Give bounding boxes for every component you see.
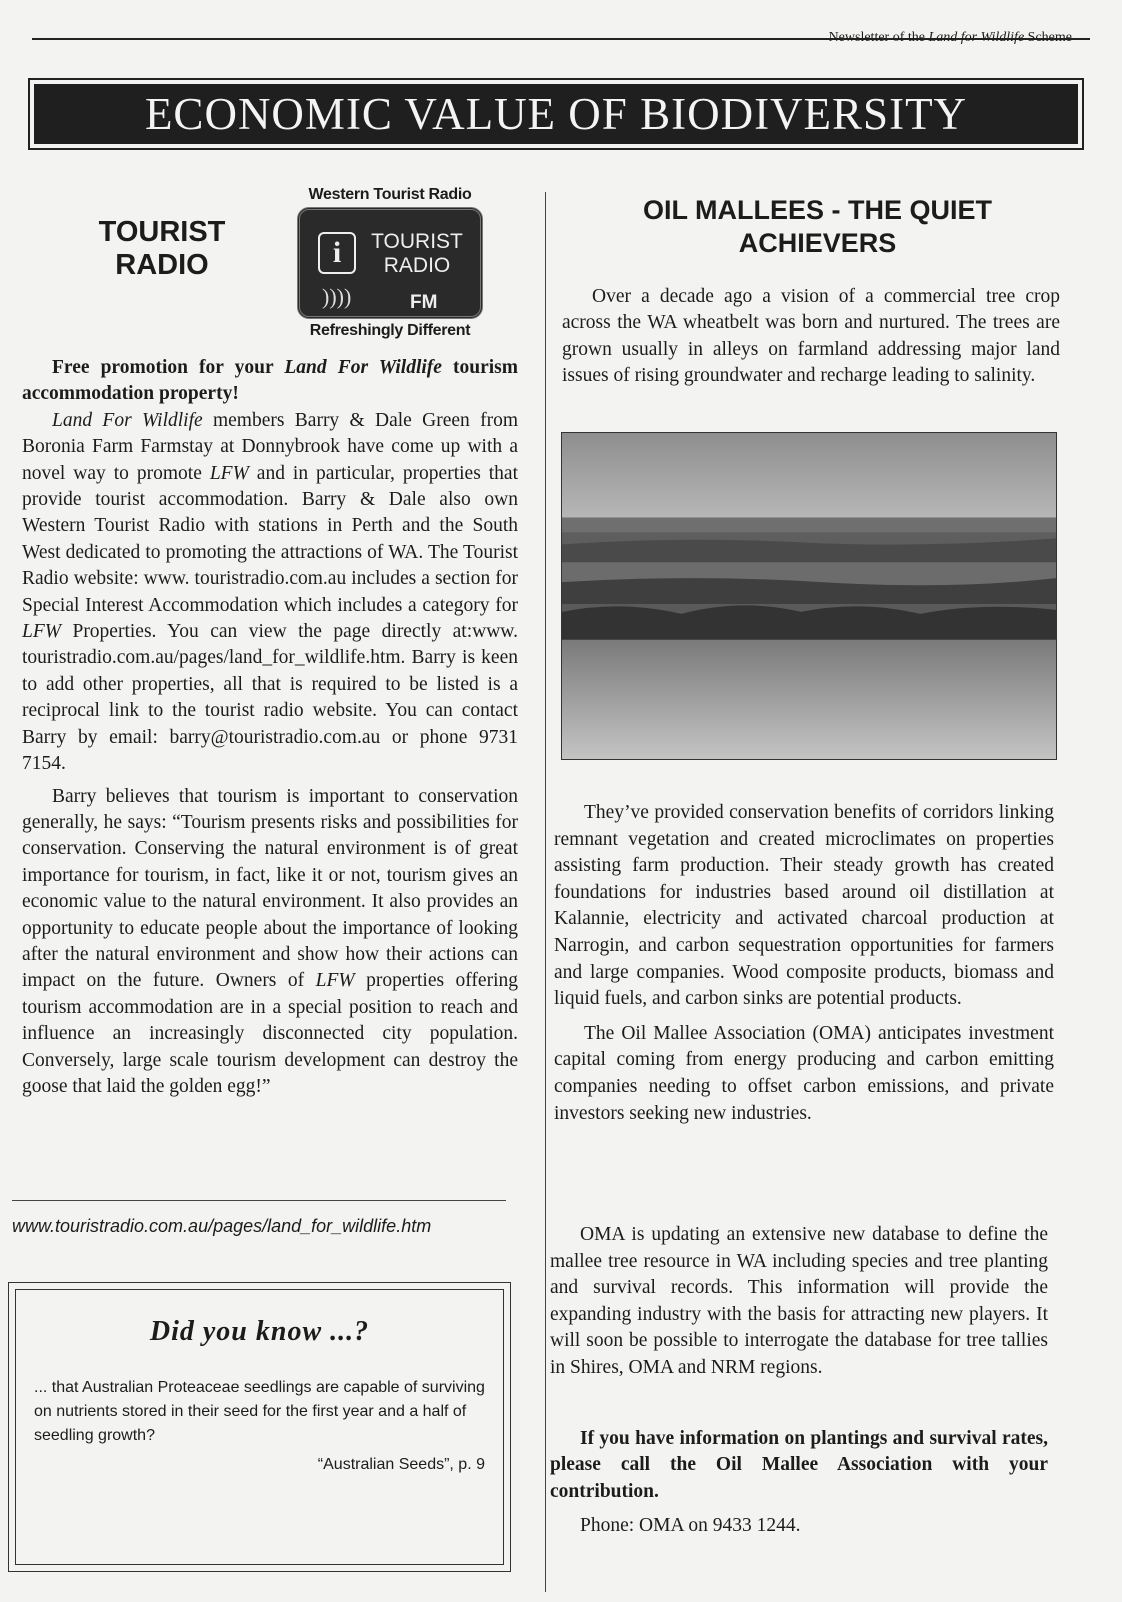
mallee-landscape-photo xyxy=(561,432,1057,760)
tourist-radio-paragraph-1 xyxy=(22,408,518,778)
logo-text xyxy=(362,230,472,278)
logo-text-line2: RADIO xyxy=(383,254,451,277)
tourist-radio-heading xyxy=(92,216,232,282)
oil-mallees-phone: Phone: OMA on 9433 1244. xyxy=(580,1515,801,1537)
newsletter-title: Land for Wildlife xyxy=(928,30,1025,45)
oil-mallees-paragraph-3: The Oil Mallee Association (OMA) anticipates investment capital coming from energy producing and carbon emitting companies needing to offset carbon emissions, and private investors seeking new industries. xyxy=(554,1022,1054,1124)
tourist-radio-article xyxy=(22,355,518,1100)
newsletter-line xyxy=(829,30,1072,46)
lead-part2: tourism accommodation property! xyxy=(22,357,518,405)
lead-part1: Free promotion for your xyxy=(52,357,274,378)
tourist-radio-lead xyxy=(22,355,518,408)
logo-fm: FM xyxy=(410,292,438,313)
oil-mallees-paragraph-4: OMA is updating an extensive new database to define the mallee tree resource in WA including species and tree planting and survival records. This information will provide the expanding industry with the basis for attracting new players. It will soon be possible to interrogate the database for tree tallies in Shires, OMA and NRM regions. xyxy=(550,1224,1048,1378)
tourist-radio-url: www.touristradio.com.au/pages/land_for_wildlife.htm xyxy=(12,1216,432,1236)
p1-lfw1: LFW xyxy=(209,462,249,484)
radio-waves-icon: )))) xyxy=(322,284,352,309)
oil-mallees-heading xyxy=(580,194,1055,260)
logo-badge xyxy=(297,207,483,319)
newsletter-prefix: Newsletter of the xyxy=(828,30,925,45)
mallee-landscape-image xyxy=(562,433,1056,759)
tourist-radio-heading-line1: TOURIST xyxy=(98,216,226,248)
oil-mallees-heading-line2: ACHIEVERS xyxy=(738,228,897,258)
p1-italic: Land For Wildlife xyxy=(52,409,203,431)
p1-text3: Properties. You can view the page directly at:www. touristradio.com.au/pages/land_for_wildlife.htm. Barry is keen to add other properties, all that is required to be listed is a reciprocal link to the tourist radio website. You can contact Barry by email: barry@touristradio.com.au or phone 9731 7154. xyxy=(22,621,519,775)
p2-text2: properties offering tourism accommodation are in a special position to reach and influence an increasingly disconnected city population. Conversely, large scale tourism development can destroy the goose that laid the golden egg!” xyxy=(22,970,518,1097)
p1-lfw2: LFW xyxy=(22,621,61,643)
did-you-know-source: “Australian Seeds”, p. 9 xyxy=(317,1456,485,1473)
tourist-radio-heading-line2: RADIO xyxy=(115,249,209,281)
left-rule xyxy=(12,1200,506,1201)
banner-title: ECONOMIC VALUE OF BIODIVERSITY xyxy=(34,84,1078,144)
tourist-radio-logo xyxy=(290,186,490,340)
logo-caption-top: Western Tourist Radio xyxy=(308,186,472,203)
oil-mallees-heading-line1: OIL MALLEES - THE QUIET xyxy=(642,195,992,225)
logo-text-line1: TOURIST xyxy=(371,230,463,253)
lead-italic: Land For Wildlife xyxy=(284,357,442,378)
oil-mallees-paragraph-2: They’ve provided conservation benefits of corridors linking remnant vegetation and created microclimates on properties assisting farm production. Their steady growth has created foundations for industries based around oil distillation at Kalannie, electricity and activated charcoal production at Narrogin, and carbon sequestration opportunities for farmers and large companies. Wood composite products, biomass and liquid fuels, and carbon sinks are potential products. xyxy=(554,802,1054,1010)
oil-mallees-intro xyxy=(562,284,1060,390)
tourist-radio-paragraph-2 xyxy=(22,784,518,1101)
did-you-know-inner xyxy=(15,1289,504,1565)
oil-mallees-body xyxy=(554,800,1054,1127)
did-you-know-body: ... that Australian Proteaceae seedlings are capable of surviving on nutrients stored in their seed for the first year and a half of seedling growth? xyxy=(34,1379,485,1444)
section-banner xyxy=(28,78,1084,150)
oil-mallees-database xyxy=(550,1222,1048,1540)
newsletter-suffix: Scheme xyxy=(1027,30,1072,45)
oil-mallees-paragraph-1: Over a decade ago a vision of a commercial tree crop across the WA wheatbelt was born and nurtured. The trees are grown usually in alleys on farmland addressing major land issues of rising groundwater and recharge leading to salinity. xyxy=(562,286,1060,387)
p2-text1: Barry believes that tourism is important to conservation generally, he says: “Tourism presents risks and possibilities for conservation. Conserving the natural environment is of great importance for tourism, in fact, like it or not, tourism gives an economic value to the natural environment. It also provides an opportunity to educate people about the importance of looking after the natural environment and show how their actions can impact on the future. Owners of xyxy=(22,785,518,992)
did-you-know-title: Did you know ...? xyxy=(149,1316,370,1347)
column-divider xyxy=(545,192,546,1592)
p2-lfw: LFW xyxy=(315,970,355,992)
oil-mallees-call-to-action: If you have information on plantings and survival rates, please call the Oil Mallee Association with your contribution. xyxy=(550,1427,1048,1502)
logo-caption-bottom: Refreshingly Different xyxy=(309,322,471,339)
info-icon: i xyxy=(318,232,356,274)
p1-text2: and in particular, properties that provide tourist accommodation. Barry & Dale also own Western Tourist Radio with stations in Perth and the South West dedicated to promoting the attractions of WA. The Tourist Radio website: www. touristradio.com.au includes a section for Special Interest Accommodation which includes a category for xyxy=(22,462,518,616)
p1-text1: members Barry & Dale Green from Boronia Farm Farmstay at Donnybrook have come up with a novel way to promote xyxy=(22,409,518,484)
did-you-know-box xyxy=(8,1282,511,1572)
